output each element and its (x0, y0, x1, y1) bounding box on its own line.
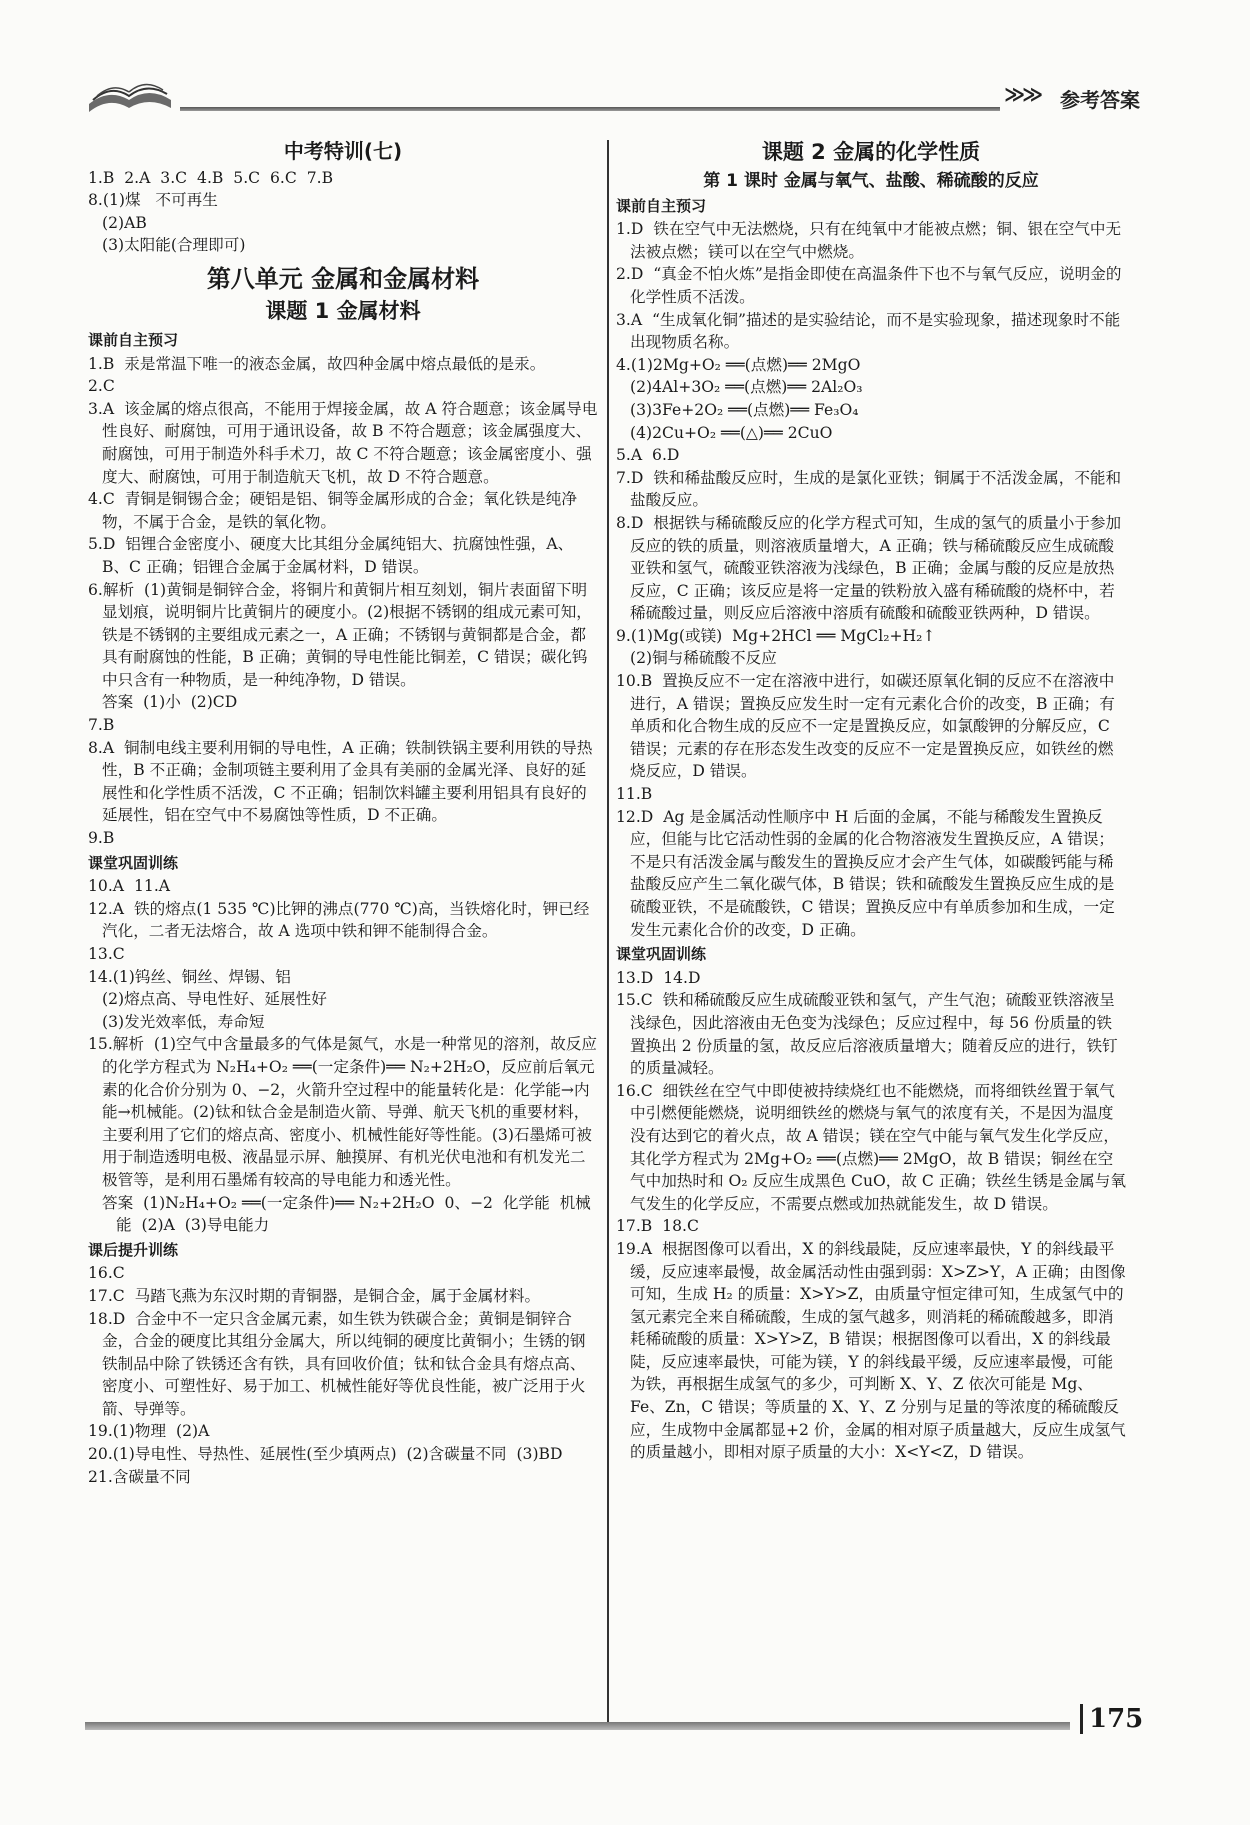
page-number: 175 (1080, 1704, 1143, 1734)
answer-line: 7.B (88, 716, 115, 735)
left-column (88, 136, 598, 1488)
answer-line: 11.B (616, 785, 653, 804)
answer-line: 9.(1)Mg(或镁) Mg+2HCl ══ MgCl₂+H₂↑ (616, 626, 936, 645)
answer-line: 20.(1)导电性、导热性、延展性(至少填两点) (2)含碳量不同 (3)BD (88, 1445, 563, 1464)
answer-line: (3)发光效率低，寿命短 (102, 1012, 265, 1031)
unit-title: 第八单元 金属和金属材料 (206, 264, 480, 293)
answer-line: 1.B 汞是常温下唯一的液态金属，故四种金属中熔点最低的是汞。 (88, 354, 546, 373)
section-heading: 课堂巩固训练 (88, 853, 179, 872)
answer-line: 8.D 根据铁与稀硫酸反应的化学方程式可知，生成的氢气的质量小于参加反应的铁的质量，则溶液质量增大，A 正确；铁与稀硫酸反应生成硫酸亚铁和氢气，硫酸亚铁溶液为浅绿色，B 正确；金属与酸的反应是放热反应，C 正确；该反应是将一定量的铁粉放入盛有稀硫酸的烧杯中，若稀硫酸过量，则反应后溶液中溶质有硫酸和硫酸亚铁两种，D 错误。 (616, 513, 1122, 623)
answer-line: 2.D “真金不怕火炼”是指金即使在高温条件下也不与氧气反应，说明金的化学性质不活泼。 (616, 265, 1122, 306)
answer-line: 6.解析 (1)黄铜是铜锌合金，将铜片和黄铜片相互刻划，铜片表面留下明显划痕，说明铜片比黄铜片的硬度小。(2)根据不锈钢的组成元素可知，铁是不锈钢的主要组成元素之一，A 正确；不锈钢与黄铜都是合金，都具有耐腐蚀的性能，B 正确；黄铜的导电性能比铜差，C 错误；碳化钨中只含有一种物质，是一种纯净物，D 错误。 (88, 580, 592, 689)
answer-line: 3.A “生成氧化铜”描述的是实验结论，而不是实验现象，描述现象时不能出现物质名称。 (616, 310, 1121, 352)
open-book-icon (85, 70, 175, 116)
section-heading: 课前自主预习 (616, 196, 707, 215)
answer-line: 12.D Ag 是金属活动性顺序中 H 后面的金属，不能与稀酸发生置换反应，但能与比它活动性弱的金属的化合物溶液发生置换反应，A 错误；不是只有活泼金属与酸发生的置换反应才会产生气体，如碳酸钙能与稀盐酸反应产生二氧化碳气体，B 错误；铁和硫酸发生置换反应生成的是硫酸亚铁，不是硫酸铁，C 错误；置换反应中有单质参加和生成，一定发生元素化合价的改变，D 正确。 (616, 807, 1115, 939)
answer-line: 2.C (88, 377, 115, 396)
pre-answers (616, 218, 1126, 941)
double-chevron-icon: ≫≫ (1004, 82, 1040, 106)
answer-line: (2)4Al+3O₂ ══(点燃)══ 2Al₂O₃ (630, 378, 863, 397)
answer-line: 17.C 马踏飞燕为东汉时期的青铜器，是铜合金，属于金属材料。 (88, 1286, 541, 1305)
class-answers (616, 967, 1126, 1464)
answer-line: 5.A 6.D (616, 446, 680, 465)
header-rule (180, 107, 1000, 111)
answer-line: 5.D 铝锂合金密度小、硬度大比其组分金属纯铝大、抗腐蚀性强，A、B、C 正确；铝锂合金属于金属材料，D 错误。 (88, 535, 574, 576)
lesson-title: 课题 1 金属材料 (265, 298, 421, 323)
answer-line: 14.(1)钨丝、铜丝、焊锡、铝 (88, 967, 291, 986)
answer-line: (2)AB (102, 213, 147, 232)
header-label: 参考答案 (1060, 88, 1140, 112)
answer-line: 4.(1)2Mg+O₂ ══(点燃)══ 2MgO (616, 355, 861, 374)
page-header (85, 70, 1150, 120)
answer-line: 10.A 11.A (88, 877, 171, 896)
answer-line: 16.C (88, 1264, 125, 1283)
answer-line: 10.B 置换反应不一定在溶液中进行，如碳还原氧化铜的反应不在溶液中进行，A 错误；置换反应发生时一定有元素化合价的改变，B 正确；有单质和化合物生成的反应不一定是置换反应，如氯酸钾的分解反应，C 错误；元素的存在形态发生改变的反应不一定是置换反应，如铁丝的燃烧反应，D 错误。 (616, 672, 1115, 781)
answer-line: (4)2Cu+O₂ ══(△)══ 2CuO (630, 423, 833, 442)
section-title: 中考特训(七) (283, 139, 403, 163)
answer-line: (3)太阳能(合理即可) (102, 236, 246, 255)
answer-line: 3.A 该金属的熔点很高，不能用于焊接金属，故 A 符合题意；该金属导电性良好、耐腐蚀，可用于通讯设备，故 B 不符合题意；该金属强度大、耐腐蚀，可用于制造外科手术刀，故 C 不符合题意；该金属密度小、强度大、耐腐蚀，可用于制造航天飞机，故 D 不符合题意。 (88, 399, 598, 486)
right-column (616, 136, 1126, 1464)
section-heading: 课堂巩固训练 (616, 945, 707, 964)
answer-line: 19.(1)物理 (2)A (88, 1422, 210, 1441)
answer-line: 13.D 14.D (616, 968, 701, 987)
section-heading: 课前自主预习 (88, 330, 179, 349)
answer-line: (2)铜与稀硫酸不反应 (630, 649, 777, 668)
answer-line: 4.C 青铜是铜锡合金；硬铝是铝、铜等金属形成的合金；氧化铁是纯净物，不属于合金，是铁的氧化物。 (88, 490, 577, 531)
pre-answers (88, 353, 598, 850)
answer-line: 8.(1)煤 不可再生 (88, 191, 218, 210)
answer-line: 15.C 铁和稀硫酸反应生成硫酸亚铁和氢气，产生气泡；硫酸亚铁溶液呈浅绿色，因此溶液由无色变为浅绿色；反应过程中，每 56 份质量的铁置换出 2 份质量的氢，故反应后溶液质量增大；随着反应的进行，铁钉的质量减轻。 (616, 991, 1118, 1078)
answer-line: (2)熔点高、导电性好、延展性好 (102, 990, 327, 1009)
lesson-title: 课题 2 金属的化学性质 (761, 140, 981, 164)
footer-rule (85, 1722, 1070, 1730)
answer-line: 13.C (88, 945, 125, 963)
answer-line: 8.A 铜制电线主要利用铜的导电性，A 正确；铁制铁锅主要利用铁的导热性，B 不正确；金制项链主要利用了金具有美丽的金属光泽、良好的延展性和化学性质不活泼，C 不正确；铝制饮料罐主要利用铝具有良好的延展性，铝在空气中不易腐蚀等性质，D 不正确。 (88, 738, 593, 825)
answer-line: 18.D 合金中不一定只含金属元素，如生铁为铁碳合金；黄铜是铜锌合金，合金的硬度比其组分金属大，所以纯铜的硬度比黄铜小；生锈的钢铁制品中除了铁锈还含有铁，具有回收价值；钛和钛合金具有熔点高、密度小、可塑性好、易于加工、机械性能好等优良性能，被广泛用于火箭、导弹等。 (88, 1309, 586, 1418)
answer-line: 1.B 2.A 3.C 4.B 5.C 6.C 7.B (88, 168, 334, 187)
answer-line: (3)3Fe+2O₂ ══(点燃)══ Fe₃O₄ (630, 400, 859, 419)
answer-line: 答案 (1)小 (2)CD (102, 693, 238, 712)
class-answers (88, 875, 598, 1237)
answer-line: 答案 (1)N₂H₄+O₂ ══(一定条件)══ N₂+2H₂O 0、−2 化学能 机械能 (2)A (3)导电能力 (102, 1193, 591, 1235)
period-title: 第 1 课时 金属与氧气、盐酸、稀硫酸的反应 (703, 171, 1039, 191)
answer-line: 15.解析 (1)空气中含量最多的气体是氮气，水是一种常见的溶剂，故反应的化学方程式为 N₂H₄+O₂ ══(一定条件)══ N₂+2H₂O，反应前后氧元素的化合价分别为 0、−2，火箭升空过程中的能量转化是：化学能→内能→机械能。(2)钛和钛合金是制造火箭、导弹、航天飞机的重要材料，主要利用了它们的熔点高、密度小、机械性能好等性能。(3)石墨烯可被用于制造透明电极、液晶显示屏、触摸屏、有机光伏电池和有机发光二极管等，是利用石墨烯有较高的导电能力和透光性。 (88, 1035, 598, 1189)
answer-line: 16.C 细铁丝在空气中即使被持续烧红也不能燃烧，而将细铁丝置于氧气中引燃便能燃烧，说明细铁丝的燃烧与氧气的浓度有关，不是因为温度没有达到它的着火点，故 A 错误；镁在空气中能与氧气发生化学反应，其化学方程式为 2Mg+O₂ ══(点燃)══ 2MgO，故 B 错误；铜丝在空气中加热时和 O₂ 反应生成黑色 CuO，故 C 正确；铁丝生锈是金属与氧气发生的化学反应，不需要点燃或加热就能发生，故 D 错误。 (616, 1081, 1126, 1213)
answer-line: 1.D 铁在空气中无法燃烧，只有在纯氧中才能被点燃；铜、银在空气中无法被点燃；镁可以在空气中燃烧。 (616, 220, 1122, 261)
section1-answers (88, 167, 598, 257)
answer-line: 17.B 18.C (616, 1217, 699, 1236)
after-answers (88, 1262, 598, 1488)
answer-line: 12.A 铁的熔点(1 535 ℃)比钾的沸点(770 ℃)高，当铁熔化时，钾已经汽化，二者无法熔合，故 A 选项中铁和钾不能制得合金。 (88, 899, 590, 941)
column-divider (607, 140, 609, 1730)
answer-line: 19.A 根据图像可以看出，X 的斜线最陡，反应速率最快，Y 的斜线最平缓，反应速率最慢，故金属活动性由强到弱：X>Z>Y，A 正确；由图像可知，生成 H₂ 的质量：X>Y>Z，由质量守恒定律可知，生成氢气中的氢元素完全来自稀硫酸，生成的氢气越多，则消耗的稀硫酸越多，即消耗稀硫酸的质量：X>Y>Z，B 错误；根据图像可以看出，X 的斜线最陡，反应速率最快，可能为镁，Y 的斜线最平缓，反应速率最慢，可能为铁，再根据生成氢气的多少，可判断 X、Y、Z 依次可能是 Mg、Fe、Zn，C 错误；等质量的 X、Y、Z 分别与足量的等浓度的稀硫酸反应，生成物中金属都显+2 价，金属的相对原子质量越大，反应生成氢气的质量越小，即相对原子质量的大小：X<Y<Z，D 错误。 (616, 1239, 1126, 1462)
answer-line: 9.B (88, 829, 115, 848)
section-heading: 课后提升训练 (88, 1240, 179, 1259)
answer-line: 7.D 铁和稀盐酸反应时，生成的是氯化亚铁；铜属于不活泼金属，不能和盐酸反应。 (616, 468, 1122, 510)
answer-line: 21.含碳量不同 (88, 1467, 191, 1486)
